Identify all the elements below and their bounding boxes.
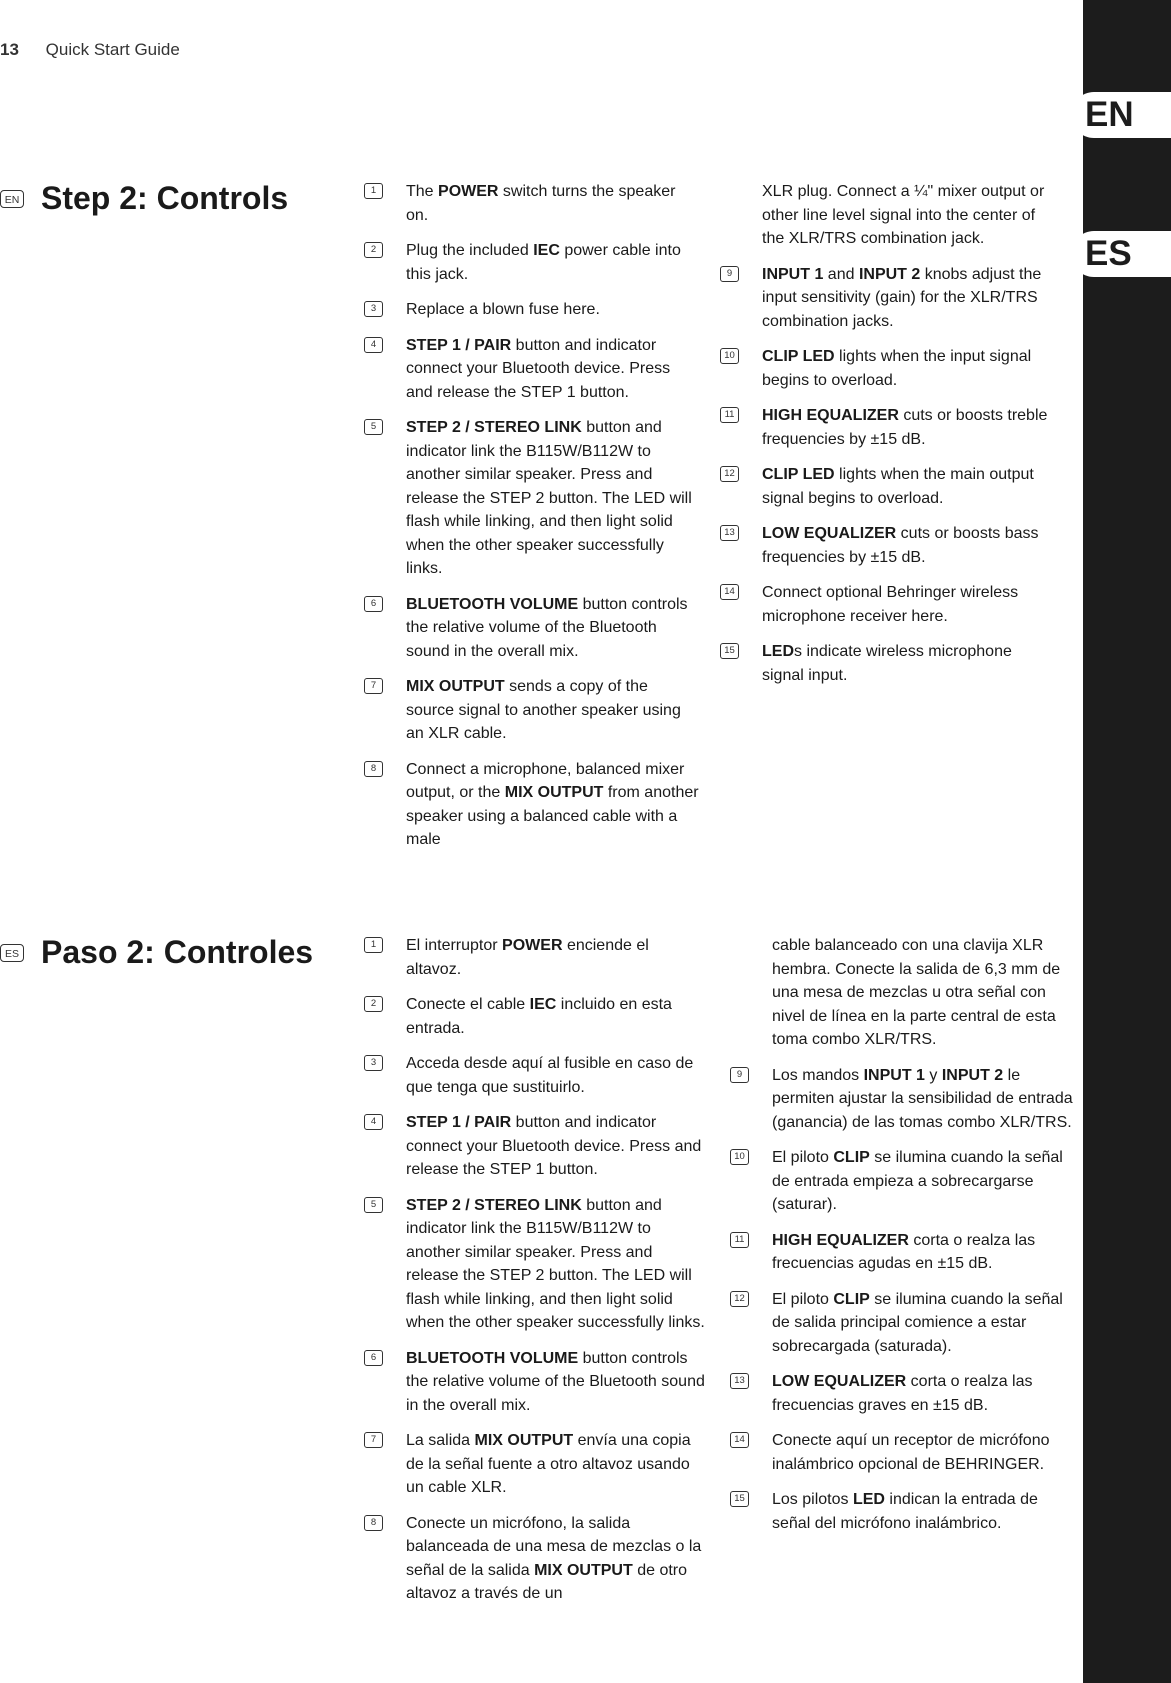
item-text: El piloto [772, 1149, 834, 1166]
list-item [364, 1347, 706, 1418]
control-name: LED [852, 1491, 885, 1508]
item-text: button and indicator link the B115W/B112W to another similar speaker. Press and release the STEP 2 button. The LED will flash while linking, and then light solid when the other speaker successfully links. [406, 419, 692, 577]
item-text: button and indicator connect your Bluetooth device. Press and release the STEP 1 button. [406, 1114, 702, 1178]
item-number-badge: 12 [730, 1291, 749, 1307]
controls-list-right-items [730, 1064, 1075, 1536]
item-text: se ilumina cuando la señal de entrada empieza a sobrecargarse (saturar). [772, 1149, 1063, 1213]
list-item [720, 404, 1055, 451]
list-item [730, 1288, 1075, 1359]
item-number-badge: 6 [364, 596, 383, 612]
item-number-badge: 4 [364, 1114, 383, 1130]
item-number-badge: 3 [364, 1055, 383, 1071]
item-number-badge: 10 [730, 1149, 749, 1165]
item-number-badge: 5 [364, 1197, 383, 1213]
list-item [364, 239, 699, 286]
item-text: lights when the main output signal begins to overload. [762, 466, 1034, 507]
item-number-badge: 15 [730, 1491, 749, 1507]
list-item [730, 1064, 1075, 1135]
section-title: Paso 2: Controles [41, 934, 314, 970]
guide-title: Quick Start Guide [45, 40, 180, 59]
item-text: Conecte el cable [406, 996, 530, 1013]
item-number-badge: 13 [720, 525, 739, 541]
item-text: de otro altavoz a través de un [406, 1561, 688, 1602]
control-name: LOW EQUALIZER [772, 1373, 907, 1390]
item-text: y [924, 1066, 942, 1084]
list-item [730, 1429, 1075, 1476]
list-item [720, 522, 1055, 569]
control-name: CLIP [833, 1290, 870, 1308]
list-item [364, 1512, 706, 1606]
list-item [364, 993, 706, 1040]
item-text: cuts or boosts bass frequencies by ±15 dB. [762, 525, 1039, 566]
item-text: El interruptor [406, 937, 503, 954]
page-number: 13 [0, 40, 19, 59]
control-name: HIGH EQUALIZER [762, 407, 899, 424]
list-item [364, 934, 706, 981]
item-text: Los pilotos [772, 1491, 853, 1508]
item-text: sends a copy of the source signal to another speaker using an XLR cable. [406, 678, 681, 742]
item-text: Conecte un micrófono, la salida balanceada de una mesa de mezclas o la señal de la salida [406, 1514, 702, 1579]
control-name: MIX OUTPUT [504, 784, 604, 801]
control-name: POWER [438, 183, 499, 200]
control-name: MIX OUTPUT [534, 1561, 633, 1579]
controls-list-right [730, 934, 1075, 1547]
item-number-badge: 5 [364, 419, 383, 435]
item-number-badge: 3 [364, 301, 383, 317]
control-name: CLIP [833, 1149, 870, 1166]
control-name: MIX OUTPUT [406, 678, 505, 695]
item-text: La salida [406, 1432, 475, 1449]
list-item [364, 180, 699, 227]
item-number-badge: 14 [730, 1432, 749, 1448]
item-text: enciende el altavoz. [406, 937, 649, 978]
item-text: Acceda desde aquí al fusible en caso de que tenga que sustituirlo. [406, 1055, 694, 1096]
list-item [364, 416, 699, 581]
item-text: The [406, 183, 439, 200]
control-name: CLIP LED [762, 466, 835, 483]
item-number-badge: 12 [720, 466, 739, 482]
control-name: STEP 2 / STEREO LINK [406, 1196, 582, 1214]
item-number-badge: 10 [720, 348, 739, 364]
item-text: Plug the included [406, 242, 534, 259]
list-item [364, 1429, 706, 1500]
item-text: knobs adjust the input sensitivity (gain) for the XLR/TRS combination jacks. [762, 265, 1042, 330]
item-text: cuts or boosts treble frequencies by ±15 dB. [762, 407, 1048, 448]
item-text: envía una copia de la señal fuente a otro altavoz usando un cable XLR. [406, 1432, 691, 1496]
page-header [0, 40, 180, 60]
control-name: CLIP LED [762, 348, 835, 365]
item-text: incluido en esta entrada. [406, 996, 672, 1037]
item-text: from another speaker using a balanced cable with a male [406, 784, 699, 848]
item-text: lights when the input signal begins to overload. [762, 348, 1032, 389]
list-item [720, 345, 1055, 392]
item-number-badge: 14 [720, 584, 739, 600]
item-number-badge: 2 [364, 996, 383, 1012]
item-text: button controls the relative volume of the Bluetooth sound in the overall mix. [406, 595, 688, 660]
item-text: switch turns the speaker on. [406, 183, 676, 224]
tab-es[interactable]: ES [1071, 231, 1171, 277]
section-title: Step 2: Controls [41, 180, 289, 216]
item-number-badge: 6 [364, 1350, 383, 1366]
item-text: corta o realza las frecuencias graves en ±15 dB. [772, 1373, 1033, 1414]
list-item [730, 1229, 1075, 1276]
control-name: INPUT 2 [941, 1066, 1004, 1084]
list-item [364, 1052, 706, 1099]
item-text: Los mandos [772, 1066, 864, 1084]
list-item [364, 675, 699, 746]
item-number-badge: 11 [730, 1232, 749, 1248]
language-flag-icon: EN [0, 190, 24, 208]
control-name: INPUT 1 [863, 1066, 925, 1084]
control-name: BLUETOOTH VOLUME [406, 1349, 579, 1367]
controls-list-right-items [720, 263, 1055, 688]
controls-list-left [364, 934, 706, 1618]
item-number-badge: 9 [730, 1067, 749, 1083]
control-name: MIX OUTPUT [474, 1432, 574, 1449]
control-name: LOW EQUALIZER [762, 525, 897, 542]
item-text: le permiten ajustar la sensibilidad de entrada (ganancia) de las tomas combo XLR/TRS. [772, 1066, 1073, 1131]
item-text: s indicate wireless microphone signal input. [762, 643, 1012, 684]
control-name: STEP 2 / STEREO LINK [406, 419, 582, 436]
item-text: El piloto [772, 1290, 834, 1308]
list-item [364, 758, 699, 852]
list-item [720, 263, 1055, 334]
list-item [720, 463, 1055, 510]
list-item [720, 640, 1055, 687]
item-text: power cable into this jack. [406, 242, 681, 283]
item-text: Connect optional Behringer wireless microphone receiver here. [762, 584, 1019, 625]
control-name: IEC [529, 996, 557, 1013]
list-item [364, 1194, 706, 1335]
list-item-continuation: XLR plug. Connect a ¼" mixer output or other line level signal into the center of the XLR/TRS combination jack. [762, 183, 1045, 247]
item-number-badge: 9 [720, 266, 739, 282]
language-sidebar [1083, 0, 1171, 1683]
control-name: LED [762, 643, 794, 660]
list-item [364, 334, 699, 405]
item-text: Conecte aquí un receptor de micrófono inalámbrico opcional de BEHRINGER. [772, 1432, 1050, 1473]
item-number-badge: 7 [364, 1432, 383, 1448]
item-number-badge: 7 [364, 678, 383, 694]
item-text: and [823, 265, 859, 283]
control-name: INPUT 1 [762, 265, 824, 283]
list-item [730, 1146, 1075, 1217]
list-item [364, 298, 699, 322]
item-text: Connect a microphone, balanced mixer output, or the [406, 760, 685, 801]
controls-list-left [364, 180, 699, 864]
item-number-badge: 13 [730, 1373, 749, 1389]
item-number-badge: 1 [364, 937, 383, 953]
control-name: BLUETOOTH VOLUME [406, 595, 579, 613]
item-number-badge: 8 [364, 761, 383, 777]
language-flag-icon: ES [0, 944, 24, 962]
item-number-badge: 11 [720, 407, 739, 423]
list-item [730, 1488, 1075, 1535]
item-text: Replace a blown fuse here. [406, 301, 600, 318]
control-name: IEC [533, 242, 560, 259]
controls-list-right [720, 180, 1055, 699]
item-number-badge: 8 [364, 1515, 383, 1531]
item-text: indican la entrada de señal del micrófono inalámbrico. [772, 1491, 1038, 1532]
item-number-badge: 4 [364, 337, 383, 353]
tab-en[interactable]: EN [1071, 92, 1171, 138]
item-number-badge: 2 [364, 242, 383, 258]
item-text: button and indicator connect your Bluetooth device. Press and release the STEP 1 button. [406, 336, 671, 401]
list-item [364, 1111, 706, 1182]
control-name: POWER [502, 937, 563, 954]
item-text: button and indicator link the B115W/B112W to another similar speaker. Press and release the STEP 2 button. The LED will flash while linking, and then light solid when the other speaker successfully links. [406, 1196, 705, 1331]
control-name: HIGH EQUALIZER [772, 1231, 909, 1249]
control-name: STEP 1 / PAIR [406, 1114, 512, 1131]
list-item-continuation: cable balanceado con una clavija XLR hembra. Conecte la salida de 6,3 mm de una mesa de mezclas u otra señal con nivel de línea en la parte central de esta toma combo XLR/TRS. [772, 937, 1061, 1048]
list-item [364, 593, 699, 664]
list-item [730, 1370, 1075, 1417]
control-name: STEP 1 / PAIR [406, 336, 512, 354]
control-name: INPUT 2 [858, 265, 921, 283]
item-text: corta o realza las frecuencias agudas en ±15 dB. [772, 1231, 1036, 1272]
item-number-badge: 1 [364, 183, 383, 199]
item-text: se ilumina cuando la señal de salida principal comience a estar sobrecargada (saturada). [772, 1290, 1063, 1355]
list-item [720, 581, 1055, 628]
item-number-badge: 15 [720, 643, 739, 659]
item-text: button controls the relative volume of the Bluetooth sound in the overall mix. [406, 1349, 705, 1414]
